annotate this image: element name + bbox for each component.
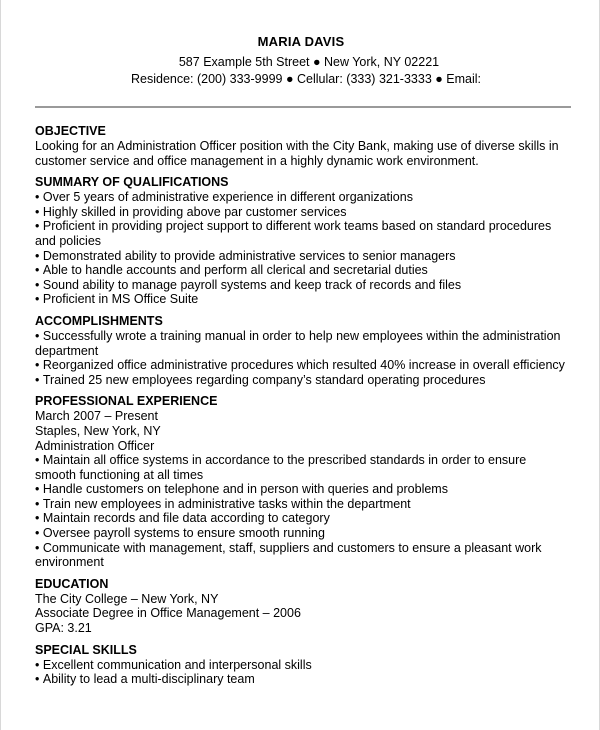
skills-section [35, 643, 567, 687]
experience-section [35, 394, 567, 570]
list-item: • Demonstrated ability to provide administrative services to senior managers [35, 249, 567, 264]
qualifications-section [35, 175, 567, 307]
list-item: • Handle customers on telephone and in person with queries and problems [35, 482, 567, 497]
section-heading: SUMMARY OF QUALIFICATIONS [35, 175, 229, 190]
list-item: • Oversee payroll systems to ensure smooth running [35, 526, 567, 541]
list-item: • Communicate with management, staff, suppliers and customers to ensure a pleasant work environment [35, 541, 567, 570]
list-item: • Successfully wrote a training manual in order to help new employees within the administration department [35, 329, 567, 358]
candidate-name: MARIA DAVIS [257, 34, 345, 49]
list-item: • Over 5 years of administrative experience in different organizations [35, 190, 567, 205]
list-item: • Excellent communication and interpersonal skills [35, 658, 567, 673]
section-heading: PROFESSIONAL EXPERIENCE [35, 394, 218, 409]
job-company: Staples, New York, NY [35, 423, 161, 438]
section-heading: OBJECTIVE [35, 124, 106, 138]
section-heading: SPECIAL SKILLS [35, 642, 137, 657]
list-item: • Highly skilled in providing above par customer services [35, 205, 567, 220]
education-degree: Associate Degree in Office Management – 2006 [35, 606, 301, 621]
contact-phones: Residence: (200) 333-9999 ● Cellular: (333) 321-3333 ● Email: [130, 72, 481, 86]
objective-section [35, 124, 567, 168]
education-section [35, 577, 567, 636]
list-item: • Maintain records and file data according to category [35, 511, 567, 526]
list-item: • Proficient in providing project support to different work teams based on standard procedures and policies [35, 219, 567, 248]
header-divider [35, 106, 571, 108]
section-heading: EDUCATION [35, 576, 109, 591]
list-item: • Able to handle accounts and perform all clerical and secretarial duties [35, 263, 567, 278]
contact-address: 587 Example 5th Street ● New York, NY 02221 [178, 55, 440, 69]
section-heading: ACCOMPLISHMENTS [35, 313, 163, 328]
job-dates: March 2007 – Present [35, 409, 158, 424]
accomplishments-section [35, 314, 567, 387]
education-school: The City College – New York, NY [35, 591, 219, 606]
job-role: Administration Officer [35, 438, 155, 453]
list-item: • Train new employees in administrative tasks within the department [35, 497, 567, 512]
list-item: • Ability to lead a multi-disciplinary team [35, 672, 567, 687]
objective-text: Looking for an Administration Officer position with the City Bank, making use of diverse skills in customer service and office management in a highly dynamic work environment. [35, 139, 559, 168]
list-item: • Sound ability to manage payroll systems and keep track of records and files [35, 278, 567, 293]
education-gpa: GPA: 3.21 [35, 621, 92, 636]
list-item: • Reorganized office administrative procedures which resulted 40% increase in overall efficiency [35, 358, 567, 373]
list-item: • Trained 25 new employees regarding company’s standard operating procedures [35, 373, 567, 388]
resume-body [35, 124, 567, 694]
list-item: • Maintain all office systems in accordance to the prescribed standards in order to ensure smooth functioning at all times [35, 453, 567, 482]
list-item: • Proficient in MS Office Suite [35, 292, 567, 307]
